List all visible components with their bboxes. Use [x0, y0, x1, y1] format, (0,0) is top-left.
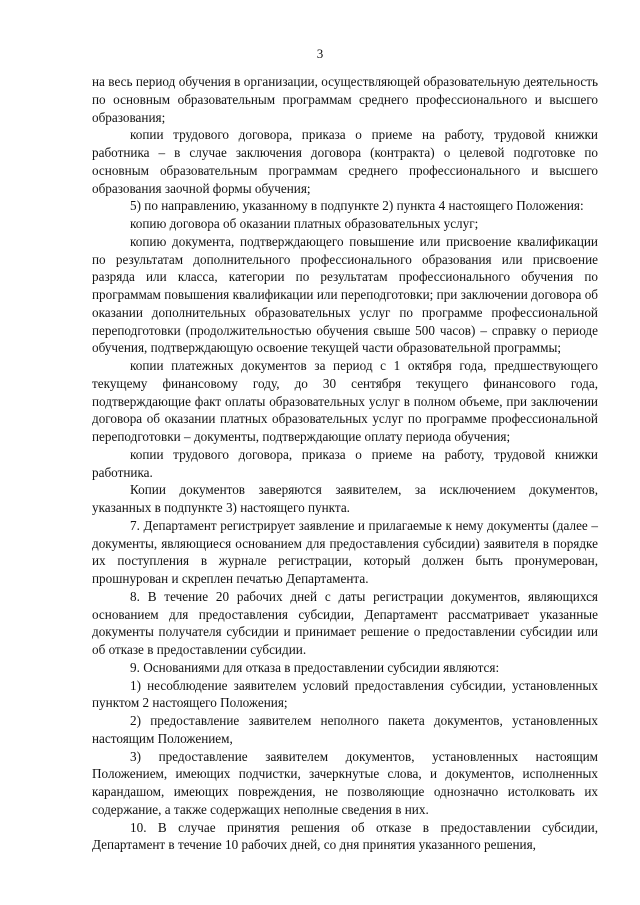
- paragraph: 2) предоставление заявителем неполного пакета документов, установленных настоящим Положением,: [92, 713, 598, 746]
- document-body: [92, 73, 598, 854]
- page-number: 3: [316, 46, 324, 61]
- paragraph: 7. Департамент регистрирует заявление и прилагаемые к нему документы (далее – документы, являющиеся основанием для предоставления субсидии) заявителя в порядке их поступления в журнале регистрации, который должен быть пронумерован, прошнурован и скреплен печатью Департамента.: [92, 517, 598, 586]
- paragraph: 3) предоставление заявителем документов, установленных настоящим Положением, имеющих подчистки, зачеркнутые слова, и документов, исполненных карандашом, имеющих повреждения, не позволяющие однозначно истолковать их содержание, а также содержащих неполные сведения в них.: [92, 748, 598, 817]
- paragraph: Копии документов заверяются заявителем, за исключением документов, указанных в подпункте 3) настоящего пункта.: [92, 482, 598, 515]
- paragraph: 9. Основаниями для отказа в предоставлении субсидии являются:: [130, 659, 500, 675]
- paragraph: копии платежных документов за период с 1 октября года, предшествующего текущему финансовому году, до 30 сентября текущего финансового года, подтверждающие факт оплаты образовательных услуг в полном объеме, при заключении договора об оказании платных образовательных услуг по программе профессиональной переподготовки – документы, подтверждающие оплату периода обучения;: [92, 358, 598, 444]
- paragraph: 8. В течение 20 рабочих дней с даты регистрации документов, являющихся основанием для предоставления субсидии, Департамент рассматривает указанные документы получателя субсидии и принимает решение о предоставлении субсидии или об отказе в предоставлении субсидии.: [92, 588, 598, 657]
- paragraph: 1) несоблюдение заявителем условий предоставления субсидии, установленных пунктом 2 настоящего Положения;: [92, 677, 598, 711]
- paragraph: копию документа, подтверждающего повышение или присвоение квалификации по результатам дополнительного профессионального образования или присвоение разряда или класса, категории по результатам профессионального обучения по программам повышения квалификации или переподготовки; при заключении договора об оказании дополнительных образовательных услуг по программе профессиональной переподготовки (продолжительностью обучения свыше 500 часов) – справку о периоде обучения, подтверждающую освоение текущей части образовательной программы;: [92, 233, 598, 356]
- paragraph: 10. В случае принятия решения об отказе в предоставлении субсидии, Департамент в течение 10 рабочих дней, со дня принятия указанного решения,: [92, 819, 598, 853]
- paragraph: копию договора об оказании платных образовательных услуг;: [130, 216, 479, 231]
- paragraph: 5) по направлению, указанному в подпункте 2) пункта 4 настоящего Положения:: [130, 198, 584, 214]
- paragraph: копии трудового договора, приказа о приеме на работу, трудовой книжки работника – в случае заключения договора (контракта) о целевой подготовке по основным образовательным программам среднего профессионального и высшего образования заочной формы обучения;: [92, 127, 598, 196]
- paragraph: копии трудового договора, приказа о приеме на работу, трудовой книжки работника.: [92, 446, 598, 480]
- paragraph: на весь период обучения в организации, осуществляющей образовательную деятельность по основным образовательным программам среднего профессионального и высшего образования;: [92, 74, 598, 125]
